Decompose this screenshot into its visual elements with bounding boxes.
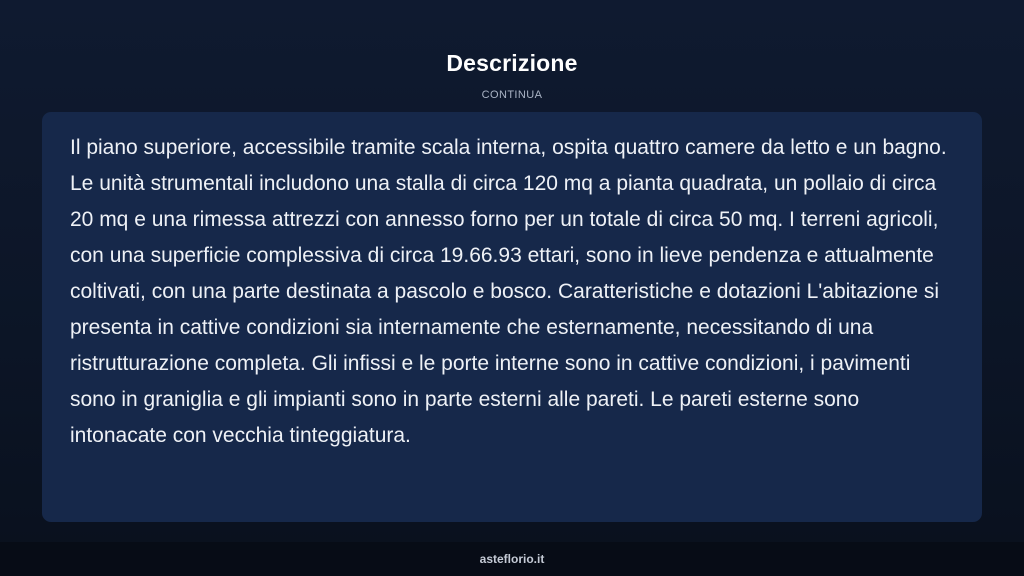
footer-site-label: asteflorio.it (479, 552, 545, 566)
page-title: Descrizione (446, 50, 578, 76)
page-subtitle: CONTINUA (481, 89, 543, 101)
description-card (42, 112, 982, 522)
description-text: Il piano superiore, accessibile tramite scala interna, ospita quattro camere da letto e un bagno. Le unità strumentali includono una stalla di circa 120 mq a pianta quadrata, un pollaio di circa 20 mq e una rimessa attrezzi con annesso forno per un totale di circa 50 mq. I terreni agricoli, con una superficie complessiva di circa 19.66.93 ettari, sono in lieve pendenza e attualmente coltivati, con una parte destinata a pascolo e bosco. Caratteristiche e dotazioni L'abitazione si presenta in cattive condizioni sia internamente che esternamente, necessitando di una ristrutturazione completa. Gli infissi e le porte interne sono in cattive condizioni, i pavimenti sono in graniglia e gli impianti sono in parte esterni alle pareti. Le pareti esterne sono intonacate con vecchia tinteggiatura. (70, 136, 947, 447)
